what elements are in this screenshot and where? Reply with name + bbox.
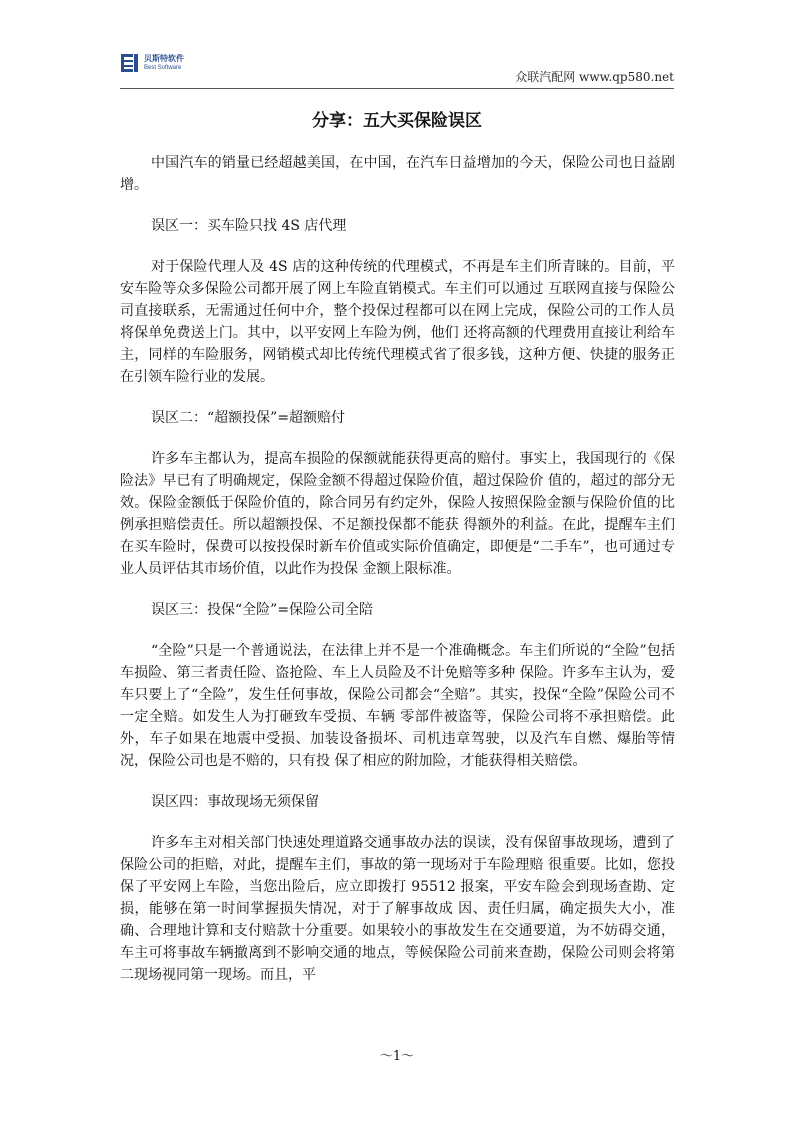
page-number: ～1～ [379, 1049, 415, 1064]
section-heading-1: 误区一：买车险只找 4S 店代理 [151, 218, 347, 234]
logo-chinese-text: 贝斯特软件 [144, 54, 184, 63]
page-header [120, 52, 674, 89]
article-body [120, 152, 675, 1005]
section-paragraph-1: 对于保险代理人及 4S 店的这种传统的代理模式，不再是车主们所青睐的。目前，平安车险等众多保险公司都开展了网上车险直销模式。车主们可以通过 互联网直接与保险公司直接联系，无需通过任何中介，整个投保过程都可以在网上完成，保险公司的工作人员将保单免费送上门。其中，以平安网上车险为例，他们 还将高额的代理费用直接让利给车主，同样的车险服务，网销模式却比传统代理模式省了很多钱，这种方便、快捷的服务正在引领车险行业的发展。 [120, 259, 675, 385]
logo-icon [120, 52, 140, 74]
intro-paragraph: 中国汽车的销量已经超越美国，在中国，在汽车日益增加的今天，保险公司也日益剧增。 [120, 155, 675, 193]
logo-english-text: Best Software [144, 65, 182, 71]
section-heading-3: 误区三：投保“全险”=保险公司全陪 [151, 602, 374, 618]
section-paragraph-2: 许多车主都认为，提高车损险的保额就能获得更高的赔付。事实上，我国现行的《保险法》早已有了明确规定，保险金额不得超过保险价值，超过保险价 值的，超过的部分无效。保险金额低于保险价值的，除合同另有约定外，保险人按照保险金额与保险价值的比例承担赔偿责任。所以超额投保、不足额投保都不能获 得额外的利益。在此，提醒车主们在买车险时，保费可以按投保时新车价值或实际价值确定，即便是“二手车”，也可通过专业人员评估其市场价值，以此作为投保 金额上限标准。 [120, 451, 675, 577]
page-title: 分享：五大买保险误区 [312, 111, 482, 131]
company-logo [120, 52, 184, 74]
section-paragraph-3: “全险”只是一个普通说法，在法律上并不是一个准确概念。车主们所说的“全险”包括车损险、第三者责任险、盗抢险、车上人员险及不计免赔等多种 保险。许多车主认为，爱车只要上了“全险”，发生任何事故，保险公司都会“全赔”。其实，投保“全险”保险公司不一定全赔。如发生人为打砸致车受损、车辆 零部件被盗等，保险公司将不承担赔偿。此外，车子如果在地震中受损、加装设备损坏、司机违章驾驶，以及汽车自燃、爆胎等情况，保险公司也是不赔的，只有投 保了相应的附加险，才能获得相关赔偿。 [120, 643, 675, 769]
section-heading-2: 误区二：“超额投保”=超额赔付 [151, 410, 346, 426]
section-heading-4: 误区四：事故现场无须保留 [151, 794, 319, 810]
site-url: 众联汽配网 www.qp580.net [515, 70, 674, 84]
section-paragraph-4: 许多车主对相关部门快速处理道路交通事故办法的误读，没有保留事故现场，遭到了保险公司的拒赔，对此，提醒车主们，事故的第一现场对于车险理赔 很重要。比如，您投保了平安网上车险，当您出险后，应立即拨打 95512 报案，平安车险会到现场查勘、定损，能够在第一时间掌握损失情况，对于了解事故成 因、责任归属，确定损失大小，准确、合理地计算和支付赔款十分重要。如果较小的事故发生在交通要道，为不妨碍交通，车主可将事故车辆撤离到不影响交通的地点，等候保险公司前来查勘，保险公司则会将第二现场视同第一现场。而且，平 [120, 835, 675, 983]
